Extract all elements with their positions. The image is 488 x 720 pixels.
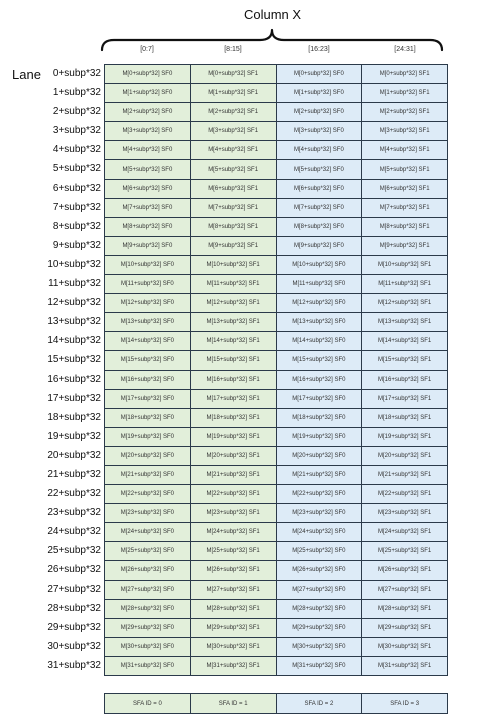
table-row	[105, 332, 448, 351]
grid-cell: M[22+subp*32] SF1	[362, 485, 448, 504]
legend-item: SFA ID = 0	[105, 694, 191, 714]
grid-cell: M[0+subp*32] SF0	[277, 65, 363, 84]
grid-cell: M[14+subp*32] SF1	[362, 332, 448, 351]
grid-cell: M[28+subp*32] SF0	[277, 600, 363, 619]
grid-cell: M[25+subp*32] SF1	[191, 542, 277, 561]
grid-cell: M[8+subp*32] SF0	[105, 218, 191, 237]
row-label: 19+subp*32	[47, 430, 101, 442]
grid-cell: M[13+subp*32] SF1	[191, 313, 277, 332]
table-row	[105, 428, 448, 447]
row-label: 31+subp*32	[47, 659, 101, 671]
grid-cell: M[2+subp*32] SF1	[362, 103, 448, 122]
grid-cell: M[23+subp*32] SF0	[105, 504, 191, 523]
grid-cell: M[12+subp*32] SF0	[277, 294, 363, 313]
grid-cell: M[24+subp*32] SF0	[277, 523, 363, 542]
grid-cell: M[12+subp*32] SF1	[191, 294, 277, 313]
grid-cell: M[31+subp*32] SF1	[362, 657, 448, 676]
grid-cell: M[25+subp*32] SF1	[362, 542, 448, 561]
grid-cell: M[9+subp*32] SF1	[362, 237, 448, 256]
column-header: [8:15]	[224, 46, 242, 53]
row-label: 7+subp*32	[52, 201, 101, 213]
table-row	[105, 542, 448, 561]
grid-cell: M[9+subp*32] SF0	[277, 237, 363, 256]
grid-cell: M[4+subp*32] SF1	[191, 141, 277, 160]
table-row	[105, 504, 448, 523]
table-row	[105, 657, 448, 676]
grid-cell: M[20+subp*32] SF1	[191, 447, 277, 466]
table-row	[105, 103, 448, 122]
table-row	[105, 561, 448, 580]
grid-cell: M[21+subp*32] SF1	[362, 466, 448, 485]
grid-cell: M[2+subp*32] SF1	[191, 103, 277, 122]
legend	[104, 693, 448, 714]
grid-cell: M[1+subp*32] SF0	[277, 84, 363, 103]
row-label: 24+subp*32	[47, 526, 101, 538]
grid-cell: M[10+subp*32] SF0	[277, 256, 363, 275]
grid-cell: M[23+subp*32] SF0	[277, 504, 363, 523]
grid-cell: M[24+subp*32] SF1	[191, 523, 277, 542]
table-row	[105, 351, 448, 370]
table-row	[105, 84, 448, 103]
row-label: 6+subp*32	[52, 182, 101, 194]
grid-cell: M[12+subp*32] SF0	[105, 294, 191, 313]
grid-cell: M[8+subp*32] SF1	[191, 218, 277, 237]
table-row	[105, 275, 448, 294]
grid-cell: M[6+subp*32] SF0	[105, 180, 191, 199]
table-row	[105, 294, 448, 313]
row-label: 14+subp*32	[47, 335, 101, 347]
diagram-title: Column X	[243, 7, 302, 22]
grid-cell: M[7+subp*32] SF1	[362, 199, 448, 218]
grid-cell: M[23+subp*32] SF1	[191, 504, 277, 523]
row-label: 29+subp*32	[47, 621, 101, 633]
grid-cell: M[10+subp*32] SF0	[105, 256, 191, 275]
grid-cell: M[13+subp*32] SF1	[362, 313, 448, 332]
grid-cell: M[16+subp*32] SF0	[105, 371, 191, 390]
grid-cell: M[12+subp*32] SF1	[362, 294, 448, 313]
table-row	[105, 523, 448, 542]
row-label: 23+subp*32	[47, 507, 101, 519]
grid-cell: M[7+subp*32] SF0	[277, 199, 363, 218]
grid-cell: M[11+subp*32] SF0	[277, 275, 363, 294]
grid-cell: M[3+subp*32] SF0	[105, 122, 191, 141]
row-labels	[0, 64, 101, 675]
grid-cell: M[24+subp*32] SF1	[362, 523, 448, 542]
table-row	[105, 447, 448, 466]
grid-cell: M[4+subp*32] SF0	[105, 141, 191, 160]
grid-cell: M[27+subp*32] SF1	[362, 581, 448, 600]
grid-cell: M[15+subp*32] SF0	[105, 351, 191, 370]
grid-cell: M[28+subp*32] SF1	[362, 600, 448, 619]
table-row	[105, 313, 448, 332]
grid-cell: M[20+subp*32] SF0	[277, 447, 363, 466]
grid-cell: M[19+subp*32] SF1	[362, 428, 448, 447]
table-row	[105, 390, 448, 409]
grid-cell: M[19+subp*32] SF0	[105, 428, 191, 447]
grid-cell: M[26+subp*32] SF1	[362, 561, 448, 580]
grid-cell: M[30+subp*32] SF1	[362, 638, 448, 657]
table-row	[105, 237, 448, 256]
grid-cell: M[14+subp*32] SF1	[191, 332, 277, 351]
legend-item: SFA ID = 3	[362, 694, 448, 714]
grid-cell: M[29+subp*32] SF0	[277, 619, 363, 638]
row-label: 27+subp*32	[47, 583, 101, 595]
grid-cell: M[25+subp*32] SF0	[105, 542, 191, 561]
grid-cell: M[21+subp*32] SF0	[105, 466, 191, 485]
grid-cell: M[16+subp*32] SF1	[191, 371, 277, 390]
grid-cell: M[27+subp*32] SF0	[105, 581, 191, 600]
data-grid	[104, 64, 448, 676]
row-label: 13+subp*32	[47, 316, 101, 328]
grid-cell: M[6+subp*32] SF1	[362, 180, 448, 199]
grid-cell: M[6+subp*32] SF0	[277, 180, 363, 199]
grid-cell: M[2+subp*32] SF0	[105, 103, 191, 122]
grid-cell: M[21+subp*32] SF1	[191, 466, 277, 485]
grid-cell: M[8+subp*32] SF1	[362, 218, 448, 237]
grid-cell: M[29+subp*32] SF1	[362, 619, 448, 638]
grid-cell: M[18+subp*32] SF1	[362, 409, 448, 428]
row-label: 2+subp*32	[52, 106, 101, 118]
grid-cell: M[17+subp*32] SF0	[277, 390, 363, 409]
grid-cell: M[1+subp*32] SF1	[362, 84, 448, 103]
grid-cell: M[27+subp*32] SF1	[191, 581, 277, 600]
row-label: 15+subp*32	[47, 354, 101, 366]
grid-cell: M[11+subp*32] SF0	[105, 275, 191, 294]
grid-cell: M[24+subp*32] SF0	[105, 523, 191, 542]
grid-cell: M[3+subp*32] SF0	[277, 122, 363, 141]
row-label: 4+subp*32	[52, 144, 101, 156]
row-label: 3+subp*32	[52, 125, 101, 137]
table-row	[105, 371, 448, 390]
grid-cell: M[15+subp*32] SF1	[362, 351, 448, 370]
grid-cell: M[3+subp*32] SF1	[362, 122, 448, 141]
grid-cell: M[5+subp*32] SF0	[105, 160, 191, 179]
grid-cell: M[31+subp*32] SF1	[191, 657, 277, 676]
grid-cell: M[21+subp*32] SF0	[277, 466, 363, 485]
row-label: 9+subp*32	[52, 239, 101, 251]
grid-cell: M[29+subp*32] SF1	[191, 619, 277, 638]
grid-cell: M[10+subp*32] SF1	[362, 256, 448, 275]
legend-item: SFA ID = 2	[277, 694, 363, 714]
grid-cell: M[13+subp*32] SF0	[277, 313, 363, 332]
grid-cell: M[28+subp*32] SF1	[191, 600, 277, 619]
row-label: 22+subp*32	[47, 488, 101, 500]
table-row	[105, 485, 448, 504]
grid-cell: M[30+subp*32] SF0	[277, 638, 363, 657]
grid-cell: M[30+subp*32] SF0	[105, 638, 191, 657]
grid-cell: M[0+subp*32] SF0	[105, 65, 191, 84]
grid-cell: M[15+subp*32] SF1	[191, 351, 277, 370]
grid-cell: M[17+subp*32] SF0	[105, 390, 191, 409]
grid-cell: M[18+subp*32] SF0	[105, 409, 191, 428]
grid-cell: M[20+subp*32] SF0	[105, 447, 191, 466]
table-row	[105, 409, 448, 428]
table-row	[105, 180, 448, 199]
table-row	[105, 619, 448, 638]
row-label: 25+subp*32	[47, 545, 101, 557]
table-row	[105, 65, 448, 84]
grid-cell: M[0+subp*32] SF1	[362, 65, 448, 84]
row-label: 8+subp*32	[52, 220, 101, 232]
grid-cell: M[7+subp*32] SF0	[105, 199, 191, 218]
row-label: 1+subp*32	[52, 87, 101, 99]
grid-cell: M[14+subp*32] SF0	[277, 332, 363, 351]
column-header: [0:7]	[140, 46, 154, 53]
grid-cell: M[11+subp*32] SF1	[191, 275, 277, 294]
grid-cell: M[5+subp*32] SF0	[277, 160, 363, 179]
grid-cell: M[26+subp*32] SF0	[105, 561, 191, 580]
grid-cell: M[15+subp*32] SF0	[277, 351, 363, 370]
table-row	[105, 141, 448, 160]
grid-cell: M[17+subp*32] SF1	[191, 390, 277, 409]
grid-cell: M[26+subp*32] SF1	[191, 561, 277, 580]
grid-cell: M[8+subp*32] SF0	[277, 218, 363, 237]
grid-cell: M[4+subp*32] SF1	[362, 141, 448, 160]
grid-cell: M[19+subp*32] SF1	[191, 428, 277, 447]
grid-cell: M[1+subp*32] SF0	[105, 84, 191, 103]
grid-cell: M[29+subp*32] SF0	[105, 619, 191, 638]
grid-cell: M[16+subp*32] SF1	[362, 371, 448, 390]
column-header: [16:23]	[308, 46, 330, 53]
grid-cell: M[19+subp*32] SF0	[277, 428, 363, 447]
row-label: 5+subp*32	[52, 163, 101, 175]
grid-cell: M[30+subp*32] SF1	[191, 638, 277, 657]
row-label: 10+subp*32	[47, 258, 101, 270]
grid-cell: M[4+subp*32] SF0	[277, 141, 363, 160]
grid-cell: M[9+subp*32] SF1	[191, 237, 277, 256]
table-row	[105, 122, 448, 141]
row-label: 11+subp*32	[48, 278, 101, 290]
grid-cell: M[0+subp*32] SF1	[191, 65, 277, 84]
grid-cell: M[5+subp*32] SF1	[191, 160, 277, 179]
grid-cell: M[20+subp*32] SF1	[362, 447, 448, 466]
grid-cell: M[22+subp*32] SF0	[277, 485, 363, 504]
grid-cell: M[3+subp*32] SF1	[191, 122, 277, 141]
grid-cell: M[23+subp*32] SF1	[362, 504, 448, 523]
row-label: 28+subp*32	[47, 602, 101, 614]
grid-cell: M[22+subp*32] SF0	[105, 485, 191, 504]
grid-cell: M[31+subp*32] SF0	[105, 657, 191, 676]
grid-cell: M[10+subp*32] SF1	[191, 256, 277, 275]
grid-cell: M[27+subp*32] SF0	[277, 581, 363, 600]
grid-cell: M[11+subp*32] SF1	[362, 275, 448, 294]
row-label: 16+subp*32	[47, 373, 101, 385]
grid-cell: M[31+subp*32] SF0	[277, 657, 363, 676]
grid-cell: M[9+subp*32] SF0	[105, 237, 191, 256]
row-label: 21+subp*32	[47, 468, 101, 480]
table-row	[105, 581, 448, 600]
grid-cell: M[28+subp*32] SF0	[105, 600, 191, 619]
grid-cell: M[18+subp*32] SF1	[191, 409, 277, 428]
grid-cell: M[18+subp*32] SF0	[277, 409, 363, 428]
grid-cell: M[1+subp*32] SF1	[191, 84, 277, 103]
table-row	[105, 466, 448, 485]
grid-cell: M[16+subp*32] SF0	[277, 371, 363, 390]
grid-cell: M[22+subp*32] SF1	[191, 485, 277, 504]
row-label: 0+subp*32	[52, 68, 101, 79]
grid-cell: M[17+subp*32] SF1	[362, 390, 448, 409]
grid-cell: M[25+subp*32] SF0	[277, 542, 363, 561]
grid-cell: M[2+subp*32] SF0	[277, 103, 363, 122]
table-row	[105, 199, 448, 218]
row-label: 20+subp*32	[47, 449, 101, 461]
row-label: 18+subp*32	[47, 411, 101, 423]
row-label: 12+subp*32	[47, 297, 101, 309]
grid-cell: M[26+subp*32] SF0	[277, 561, 363, 580]
grid-cell: M[5+subp*32] SF1	[362, 160, 448, 179]
grid-cell: M[14+subp*32] SF0	[105, 332, 191, 351]
row-label: 26+subp*32	[47, 564, 101, 576]
table-row	[105, 600, 448, 619]
lane-label: Lane	[12, 67, 41, 82]
table-row	[105, 638, 448, 657]
column-header: [24:31]	[394, 46, 416, 53]
grid-cell: M[7+subp*32] SF1	[191, 199, 277, 218]
grid-cell: M[13+subp*32] SF0	[105, 313, 191, 332]
column-headers	[104, 46, 448, 53]
row-label: 17+subp*32	[47, 392, 101, 404]
grid-cell: M[6+subp*32] SF1	[191, 180, 277, 199]
table-row	[105, 160, 448, 179]
table-row	[105, 256, 448, 275]
legend-item: SFA ID = 1	[191, 694, 277, 714]
row-label: 30+subp*32	[47, 640, 101, 652]
table-row	[105, 218, 448, 237]
